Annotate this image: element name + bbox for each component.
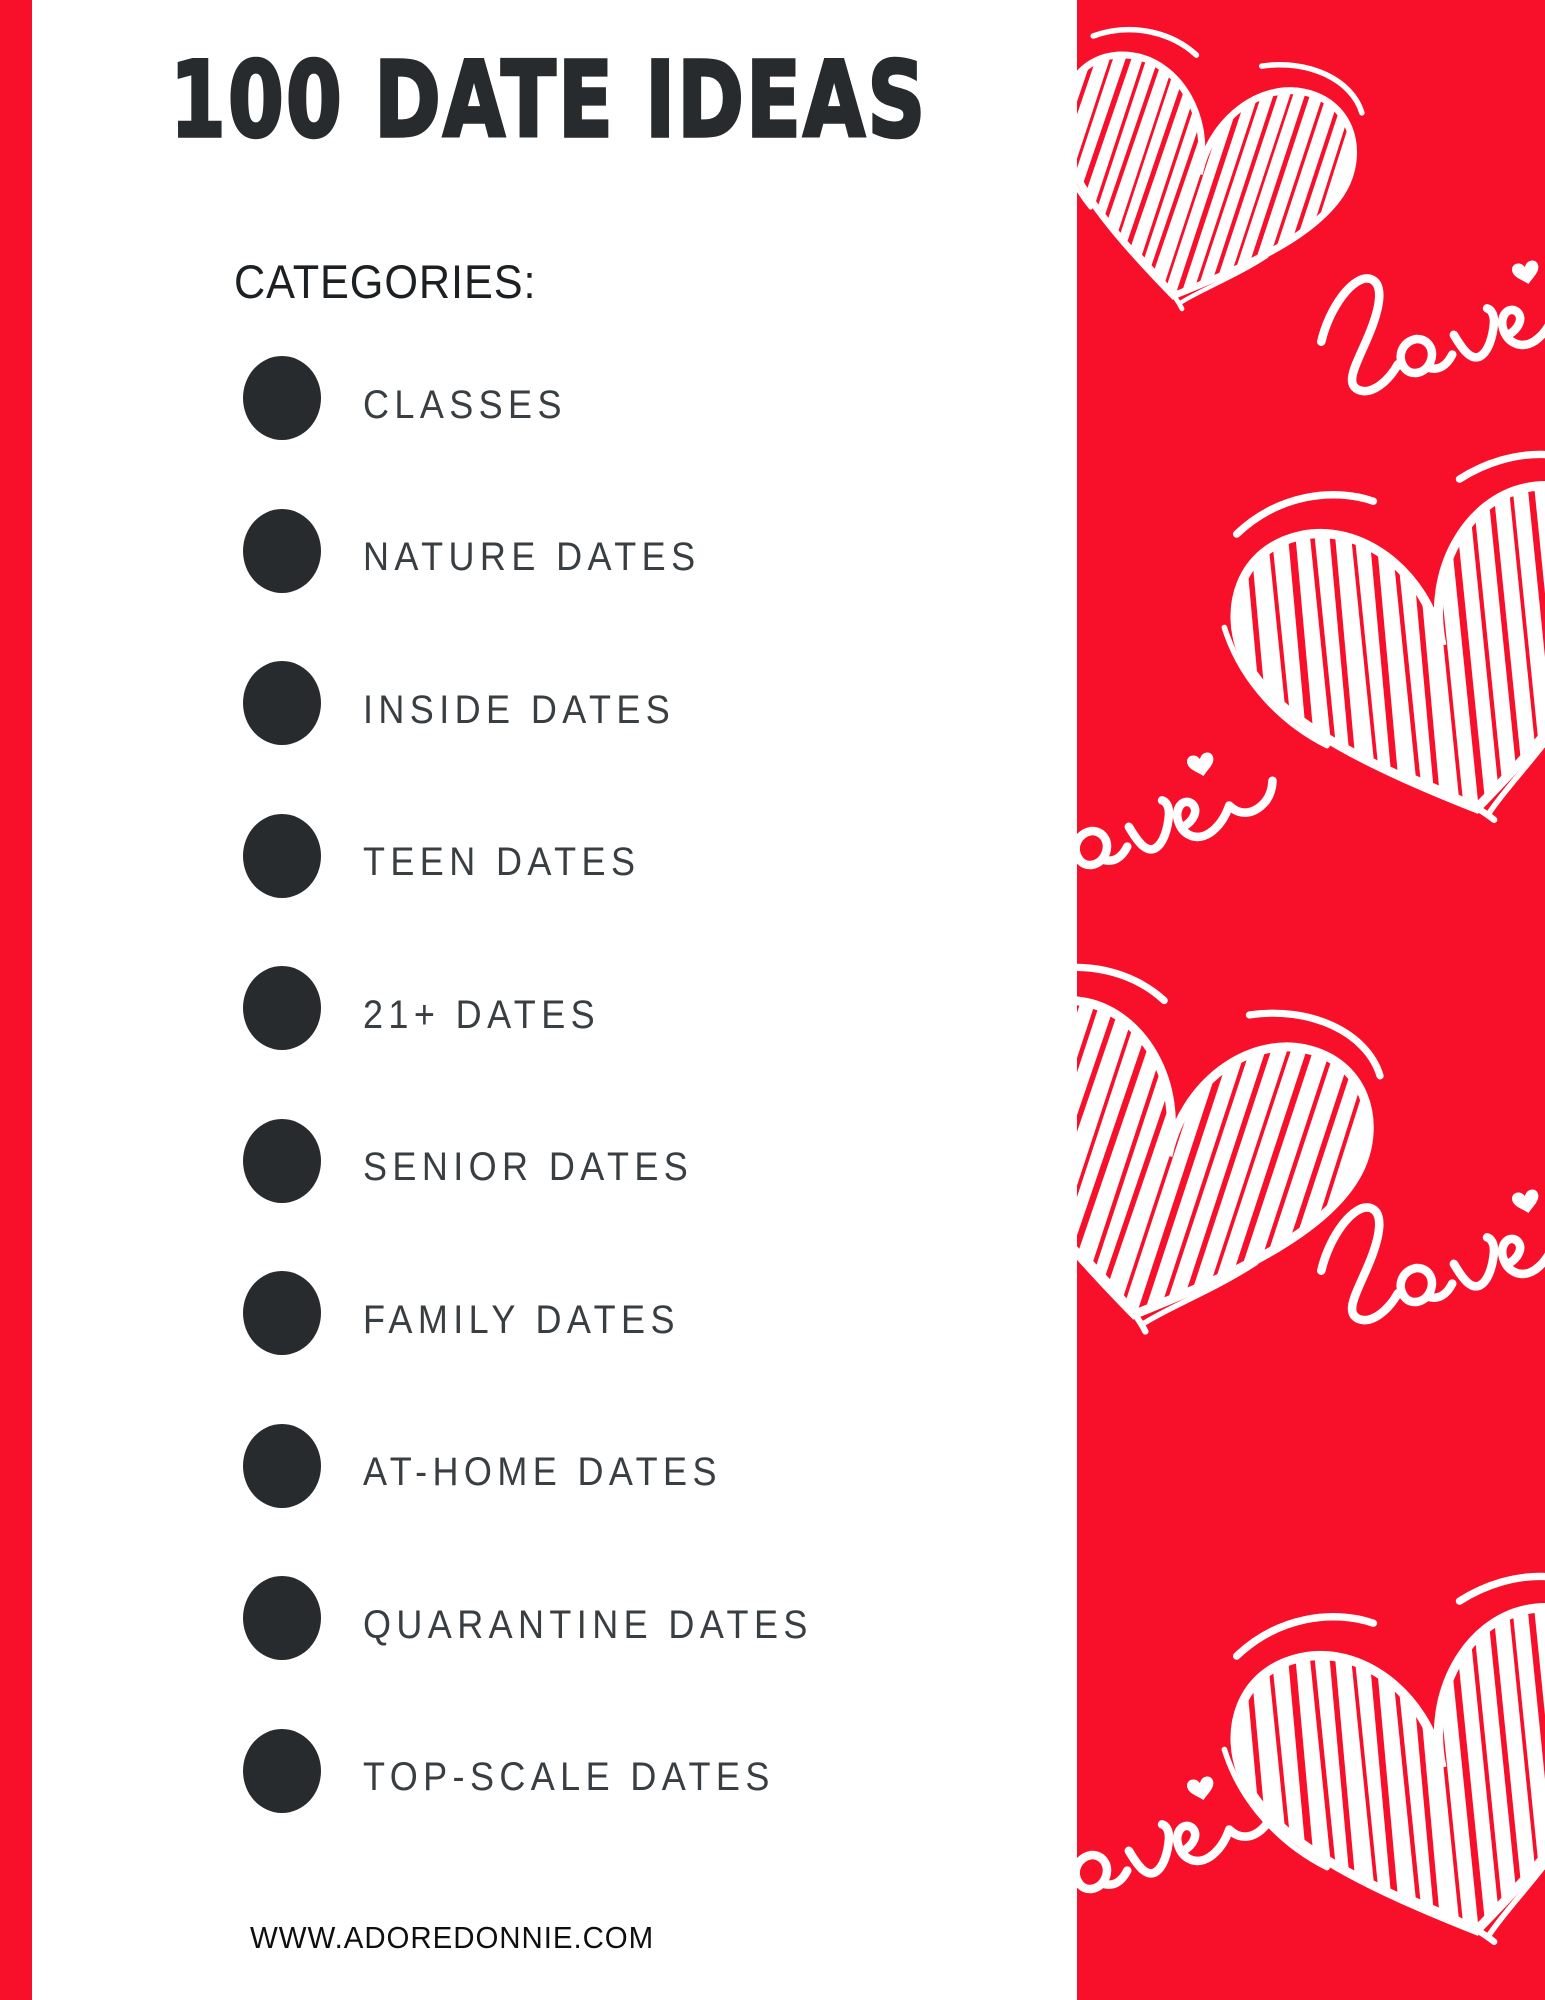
category-list [243,322,963,1847]
category-label: QUARANTINE DATES [363,1602,813,1647]
bullet-icon [243,814,321,898]
category-label: SENIOR DATES [363,1145,694,1190]
page-title: 100 DATE IDEAS [170,39,928,161]
category-item [243,1695,963,1848]
category-item [243,322,963,475]
category-item [243,932,963,1085]
category-label: INSIDE DATES [363,687,676,732]
category-item [243,780,963,933]
bullet-icon [243,966,321,1050]
category-item [243,627,963,780]
bullet-icon [243,1576,321,1660]
category-label: FAMILY DATES [363,1297,680,1342]
category-item [243,475,963,628]
hearts-pattern [1077,0,1545,2000]
category-item [243,1542,963,1695]
scribble-heart-icon [1201,1557,1545,1992]
love-script-icon [1077,724,1283,890]
bullet-icon [243,1119,321,1203]
category-label: CLASSES [363,382,567,427]
bullet-icon [243,661,321,745]
category-label: TEEN DATES [363,840,641,885]
bullet-icon [243,1271,321,1355]
category-label: AT-HOME DATES [363,1450,722,1495]
category-item [243,1085,963,1238]
category-item [243,1237,963,1390]
category-label: 21+ DATES [363,992,601,1037]
scribble-heart-icon [1077,16,1371,340]
category-item [243,1390,963,1543]
scribble-heart-icon [1077,949,1392,1372]
bullet-icon [243,1424,321,1508]
bullet-icon [243,356,321,440]
scribble-heart-icon [1201,435,1545,870]
hearts-pattern-panel [1077,0,1545,2000]
bullet-icon [243,509,321,593]
category-label: NATURE DATES [363,535,701,580]
bullet-icon [243,1729,321,1813]
love-script-icon [1310,232,1545,398]
footer-url: WWW.ADOREDONNIE.COM [250,1920,655,1955]
categories-heading: CATEGORIES: [234,255,537,308]
category-label: TOP-SCALE DATES [363,1755,775,1800]
